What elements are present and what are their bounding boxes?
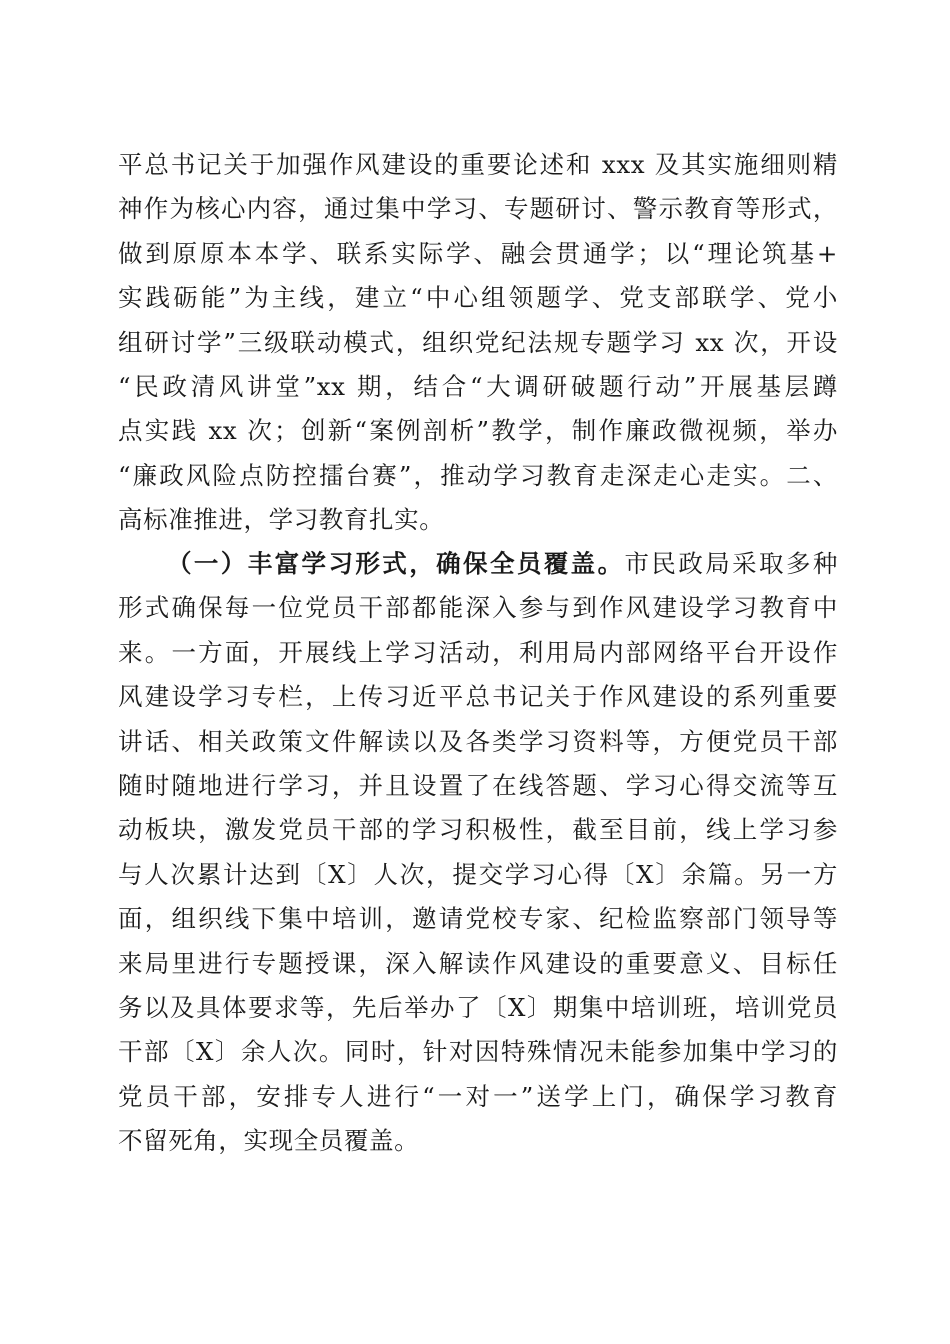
paragraph-2 [118,542,838,1163]
paragraph-1-line: 平总书记关于加强作风建设的重要论述和 xxx 及其实施细则精 [118,150,838,179]
paragraph-1-line: 神作为核心内容，通过集中学习、专题研讨、警示教育等形式， [118,194,838,224]
paragraph-2-first-line-text: 市民政局采取多种 [624,549,838,578]
paragraph-2-line: 风建设学习专栏，上传习近平总书记关于作风建设的系列重要 [118,682,838,712]
paragraph-1-line: “民政清风讲堂”xx 期，结合“大调研破题行动”开展基层蹲 [118,371,838,401]
paragraph-1-line: 实践砺能”为主线，建立“中心组领题学、党支部联学、党小 [118,283,838,313]
paragraph-2-line: 随时随地进行学习，并且设置了在线答题、学习心得交流等互 [118,770,838,800]
paragraph-2-line: 讲话、相关政策文件解读以及各类学习资料等，方便党员干部 [118,726,838,756]
paragraph-1-line: 高标准推进，学习教育扎实。 [118,505,445,535]
paragraph-2-line: 来局里进行专题授课，深入解读作风建设的重要意义、目标任 [118,948,838,978]
paragraph-2-line: 动板块，激发党员干部的学习积极性，截至目前，线上学习参 [118,815,838,845]
paragraph-2-line: 形式确保每一位党员干部都能深入参与到作风建设学习教育中 [118,593,838,623]
paragraph-2-line: 来。一方面，开展线上学习活动，利用局内部网络平台开设作 [118,637,838,667]
paragraph-2-line: 与人次累计达到〔X〕人次，提交学习心得〔X〕余篇。另一方 [118,859,838,889]
section-heading: （一）丰富学习形式，确保全员覆盖。 [167,549,625,578]
paragraph-1 [118,143,838,543]
paragraph-2-first-line [118,542,838,586]
paragraph-2-line: 干部〔X〕余人次。同时，针对因特殊情况未能参加集中学习的 [118,1037,838,1067]
paragraph-1-line: 点实践 xx 次；创新“案例剖析”教学，制作廉政微视频，举办 [118,416,838,446]
paragraph-1-line: 做到原原本本学、联系实际学、融会贯通学；以“理论筑基+ [118,238,838,268]
paragraph-2-line: 党员干部，安排专人进行“一对一”送学上门，确保学习教育 [118,1081,838,1111]
paragraph-1-line: 组研讨学”三级联动模式，组织党纪法规专题学习 xx 次，开设 [118,327,838,357]
paragraph-2-line: 不留死角，实现全员覆盖。 [118,1126,420,1156]
paragraph-1-line: “廉政风险点防控擂台赛”，推动学习教育走深走心走实。二、 [118,460,838,490]
paragraph-2-line: 面，组织线下集中培训，邀请党校专家、纪检监察部门领导等 [118,904,838,934]
paragraph-2-line: 务以及具体要求等，先后举办了〔X〕期集中培训班，培训党员 [118,992,838,1022]
